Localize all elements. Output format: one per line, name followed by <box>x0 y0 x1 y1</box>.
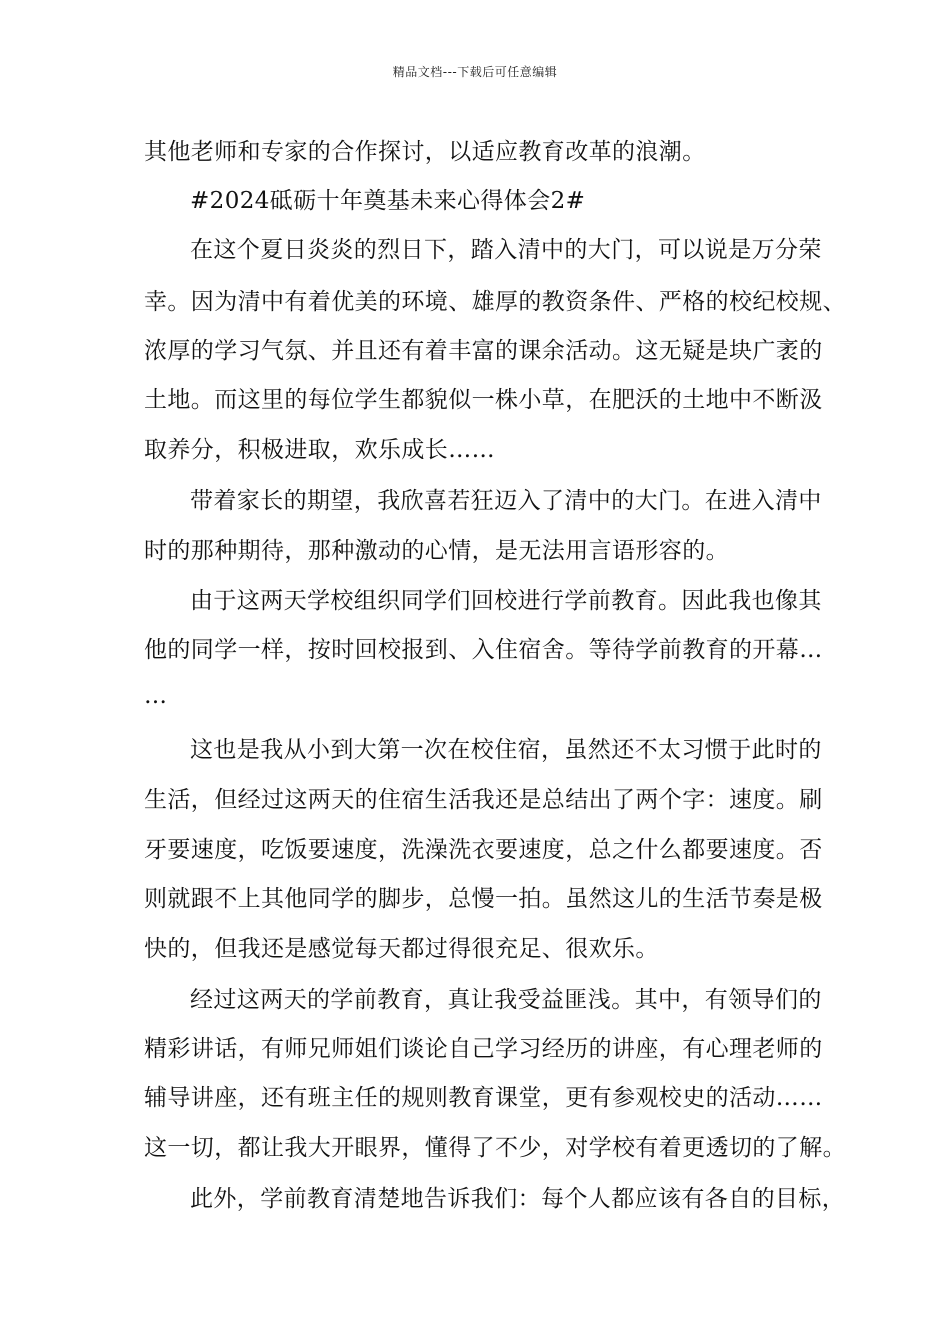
text-line: 此外，学前教育清楚地告诉我们：每个人都应该有各自的目标， <box>190 1186 846 1212</box>
text-line: 他的同学一样，按时回校报到、入住宿舍。等待学前教育的开幕… <box>144 637 823 663</box>
text-line: 则就跟不上其他同学的脚步，总慢一拍。虽然这儿的生活节奏是极 <box>144 886 823 912</box>
text-line: 浓厚的学习气氛、并且还有着丰富的课余活动。这无疑是块广袤的 <box>144 338 823 364</box>
section-heading: #2024砥砺十年奠基未来心得体会2# <box>190 188 586 214</box>
text-line: 在这个夏日炎炎的烈日下，踏入清中的大门，可以说是万分荣 <box>190 237 822 263</box>
text-line: 取养分，积极进取，欢乐成长…… <box>144 437 495 463</box>
text-line: 带着家长的期望，我欣喜若狂迈入了清中的大门。在进入清中 <box>190 488 822 514</box>
text-line: 精彩讲话，有师兄师姐们谈论自己学习经历的讲座，有心理老师的 <box>144 1036 823 1062</box>
text-line: 这也是我从小到大第一次在校住宿，虽然还不太习惯于此时的 <box>190 737 822 763</box>
text-line: 辅导讲座，还有班主任的规则教育课堂，更有参观校史的活动…… <box>144 1085 823 1111</box>
text-line: 这一切，都让我大开眼界，懂得了不少，对学校有着更透切的了解。 <box>144 1135 846 1161</box>
text-line: 土地。而这里的每位学生都貌似一株小草，在肥沃的土地中不断汲 <box>144 387 823 413</box>
text-line: 生活，但经过这两天的住宿生活我还是总结出了两个字：速度。刷 <box>144 787 823 813</box>
text-line: 由于这两天学校组织同学们回校进行学前教育。因此我也像其 <box>190 588 822 614</box>
text-line: … <box>144 683 168 709</box>
page-header: 精品文档---下载后可任意编辑 <box>392 65 558 79</box>
text-line: 幸。因为清中有着优美的环境、雄厚的教资条件、严格的校纪校规、 <box>144 289 846 315</box>
text-line: 经过这两天的学前教育，真让我受益匪浅。其中，有领导们的 <box>190 987 822 1013</box>
text-line: 时的那种期待，那种激动的心情，是无法用言语形容的。 <box>144 538 729 564</box>
text-line: 牙要速度，吃饭要速度，洗澡洗衣要速度，总之什么都要速度。否 <box>144 837 823 863</box>
text-line: 其他老师和专家的合作探讨，以适应教育改革的浪潮。 <box>144 139 706 165</box>
text-line: 快的，但我还是感觉每天都过得很充足、很欢乐。 <box>144 936 659 962</box>
